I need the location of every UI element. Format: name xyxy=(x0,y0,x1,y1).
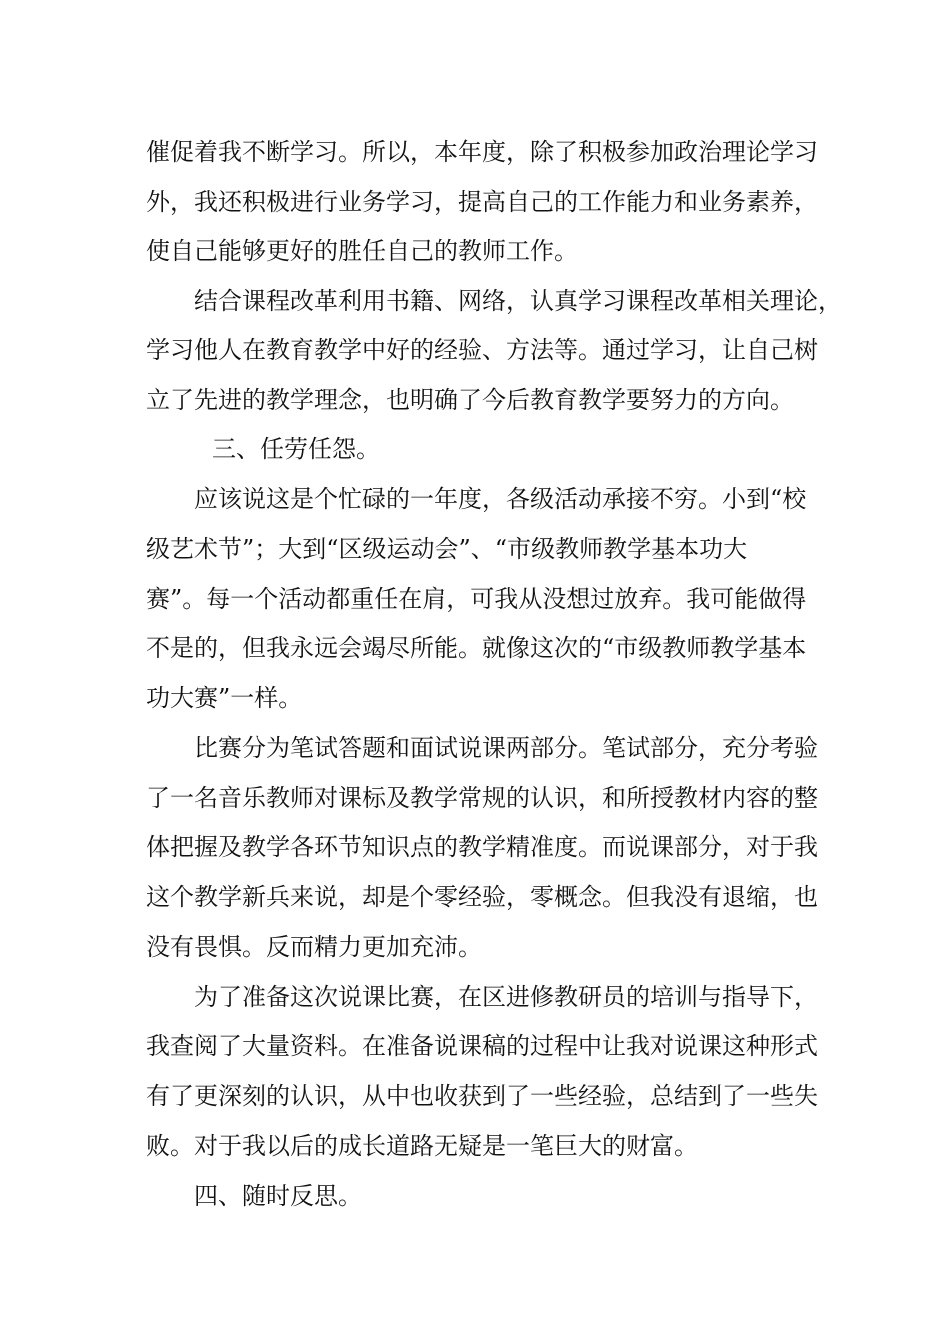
text-line: 外，我还积极进行业务学习，提高自己的工作能力和业务素养， xyxy=(146,188,818,216)
text-line: 为了准备这次说课比赛，在区进修教研员的培训与指导下， xyxy=(194,983,818,1011)
text-line: 级艺术节”；大到“区级运动会”、“市级教师教学基本功大 xyxy=(146,535,748,563)
text-line: 比赛分为笔试答题和面试说课两部分。笔试部分，充分考验 xyxy=(194,734,818,762)
text-line: 学习他人在教育教学中好的经验、方法等。通过学习，让自己树 xyxy=(146,336,818,364)
section-heading: 三、任劳任怨。 xyxy=(212,435,380,463)
text-line: 有了更深刻的认识，从中也收获到了一些经验，总结到了一些失 xyxy=(146,1082,818,1110)
text-line: 体把握及教学各环节知识点的教学精准度。而说课部分，对于我 xyxy=(146,833,818,861)
text-line: 立了先进的教学理念，也明确了今后教育教学要努力的方向。 xyxy=(146,386,794,414)
text-line: 赛”。每一个活动都重任在肩，可我从没想过放弃。我可能做得 xyxy=(146,585,807,613)
text-line: 了一名音乐教师对课标及教学常规的认识，和所授教材内容的整 xyxy=(146,784,818,812)
text-line: 应该说这是个忙碌的一年度，各级活动承接不穷。小到“校 xyxy=(194,485,807,513)
text-line: 这个教学新兵来说，却是个零经验，零概念。但我没有退缩，也 xyxy=(146,883,818,911)
text-line: 催促着我不断学习。所以，本年度，除了积极参加政治理论学习 xyxy=(146,138,818,166)
text-line: 结合课程改革利用书籍、网络，认真学习课程改革相关理论， xyxy=(194,287,842,315)
text-line: 使自己能够更好的胜任自己的教师工作。 xyxy=(146,237,578,265)
text-line: 我查阅了大量资料。在准备说课稿的过程中让我对说课这种形式 xyxy=(146,1032,818,1060)
text-line: 败。对于我以后的成长道路无疑是一笔巨大的财富。 xyxy=(146,1132,698,1160)
section-heading: 四、随时反思。 xyxy=(194,1182,362,1210)
text-line: 功大赛”一样。 xyxy=(146,684,303,712)
text-line: 不是的，但我永远会竭尽所能。就像这次的“市级教师教学基本 xyxy=(146,634,807,662)
text-line: 没有畏惧。反而精力更加充沛。 xyxy=(146,933,482,961)
